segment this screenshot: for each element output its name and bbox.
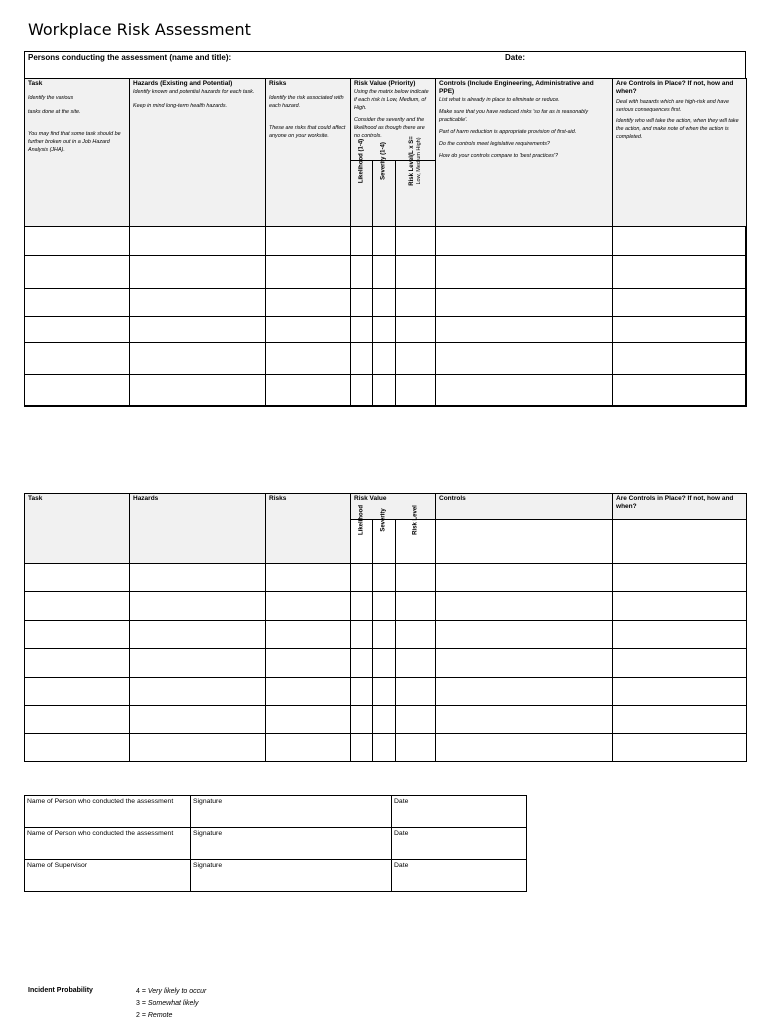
hazards-note-1: Identify known and potential hazards for each task. <box>133 89 255 95</box>
risk-value-header-2: Risk Value <box>354 495 387 502</box>
hazards-header-cell-2 <box>130 494 266 564</box>
task-note-1: Identify the various <box>28 95 74 101</box>
signature-cell[interactable]: Signature <box>191 828 392 860</box>
table-row <box>25 227 747 256</box>
in-place-header: Are Controls in Place? If not, how and when? <box>616 80 734 95</box>
in-place-header-cell <box>613 79 747 227</box>
controls-note-3: Part of harm reduction is appropriate provision of first-aid. <box>439 129 577 135</box>
hazards-note-2: Keep in mind long-term health hazards. <box>133 103 228 109</box>
incident-probability-label: Incident Probability <box>28 987 93 994</box>
signature-cell[interactable]: Signature <box>191 860 392 892</box>
signature-row <box>25 860 527 892</box>
severity-label: Severity (1-4) <box>380 142 387 180</box>
likelihood-subheader <box>351 138 373 227</box>
signature-cell[interactable]: Signature <box>191 796 392 828</box>
probability-item: 4 = Very likely to occur <box>136 988 207 995</box>
controls-note-5: How do your controls compare to 'best practices'? <box>439 153 558 159</box>
risks-header-2: Risks <box>269 495 287 502</box>
controls-header-2: Controls <box>439 495 466 502</box>
controls-note-1: List what is already in place to eliminate or reduce. <box>439 97 560 103</box>
persons-row <box>25 52 745 79</box>
signature-table <box>24 795 527 892</box>
in-place-note-1: Deal with hazards which are high-risk and have serious consequences first. <box>616 99 729 113</box>
table-row <box>25 592 747 621</box>
risk-level-subheader-2 <box>396 505 436 564</box>
risks-note-2: These are risks that could affect anyone on your worksite. <box>269 125 346 139</box>
controls-note-2: Make sure that you have reduced risks 'so far as is reasonably practicable'. <box>439 109 589 123</box>
task-note-3: You may find that some task should be further broken out in a Job Hazard Analysis (JHA). <box>28 131 121 153</box>
date-cell[interactable]: Date <box>392 796 527 828</box>
risk-level-label-2: Risk Level <box>412 505 418 535</box>
task-header-cell <box>25 79 130 227</box>
task-header-cell-2 <box>25 494 130 564</box>
task-note-2: tasks done at the site. <box>28 109 81 115</box>
risks-note-1: Identify the risk associated with each hazard. <box>269 95 344 109</box>
risk-level-subheader <box>396 136 436 227</box>
in-place-header-cell-2 <box>613 494 747 520</box>
incident-probability-list <box>136 986 206 1022</box>
date-label: Date: <box>505 53 526 62</box>
table-row <box>25 678 747 706</box>
table-row <box>25 343 747 375</box>
risk-value-header: Risk Value (Priority) <box>354 80 416 87</box>
table-row <box>25 734 747 762</box>
risks-header-cell-2 <box>266 494 351 564</box>
table-row <box>25 289 747 317</box>
risk-assessment-table-1 <box>24 51 746 406</box>
probability-item: 3 = Somewhat likely <box>136 1000 199 1007</box>
table-row <box>25 256 747 289</box>
document-title: Workplace Risk Assessment <box>28 20 251 39</box>
table-1-grid <box>24 78 747 407</box>
persons-label: Persons conducting the assessment (name and title): <box>28 53 232 62</box>
signature-row <box>25 796 527 828</box>
task-header: Task <box>28 80 43 87</box>
name-cell[interactable]: Name of Person who conducted the assessment <box>25 828 191 860</box>
risk-value-note-2: Consider the severity and the likelihood as though there are no controls. <box>354 117 425 139</box>
signature-row <box>25 828 527 860</box>
task-header-2: Task <box>28 495 43 502</box>
hazards-header-cell <box>130 79 266 227</box>
severity-subheader-2 <box>373 508 396 564</box>
controls-header-cell-2 <box>436 494 613 520</box>
controls-header-cell <box>436 79 613 227</box>
date-cell[interactable]: Date <box>392 860 527 892</box>
risks-header: Risks <box>269 80 287 87</box>
in-place-note-2: Identify who will take the action, when they will take the action, and make note of when the action is completed. <box>616 118 739 140</box>
controls-note-4: Do the controls meet legislative requirements? <box>439 141 550 147</box>
risk-value-note-1: Using the matrix below indicate if each risk is Low, Medium, of High. <box>354 89 429 111</box>
table-row <box>25 706 747 734</box>
table-row <box>25 564 747 592</box>
likelihood-subheader-2 <box>351 505 373 564</box>
probability-item: 2 = Remote <box>136 1012 173 1019</box>
date-cell[interactable]: Date <box>392 828 527 860</box>
risks-header-cell <box>266 79 351 227</box>
likelihood-label: Likelihood (1-4) <box>358 138 364 184</box>
name-cell[interactable]: Name of Supervisor <box>25 860 191 892</box>
risk-assessment-table-2 <box>24 493 747 762</box>
table-row <box>25 317 747 343</box>
severity-subheader <box>373 142 396 227</box>
in-place-header-2: Are Controls in Place? If not, how and when? <box>616 495 734 510</box>
table-row <box>25 649 747 678</box>
risk-level-label: Risk Level(L x S= Low, Medium High) <box>408 136 422 186</box>
controls-header: Controls (Include Engineering, Administrative and PPE) <box>439 80 594 95</box>
table-row <box>25 375 747 407</box>
hazards-header-2: Hazards <box>133 495 159 502</box>
likelihood-label-2: Likelihood <box>358 505 364 535</box>
name-cell[interactable]: Name of Person who conducted the assessment <box>25 796 191 828</box>
table-row <box>25 621 747 649</box>
severity-label-2: Severity <box>380 508 387 532</box>
hazards-header: Hazards (Existing and Potential) <box>133 80 233 87</box>
